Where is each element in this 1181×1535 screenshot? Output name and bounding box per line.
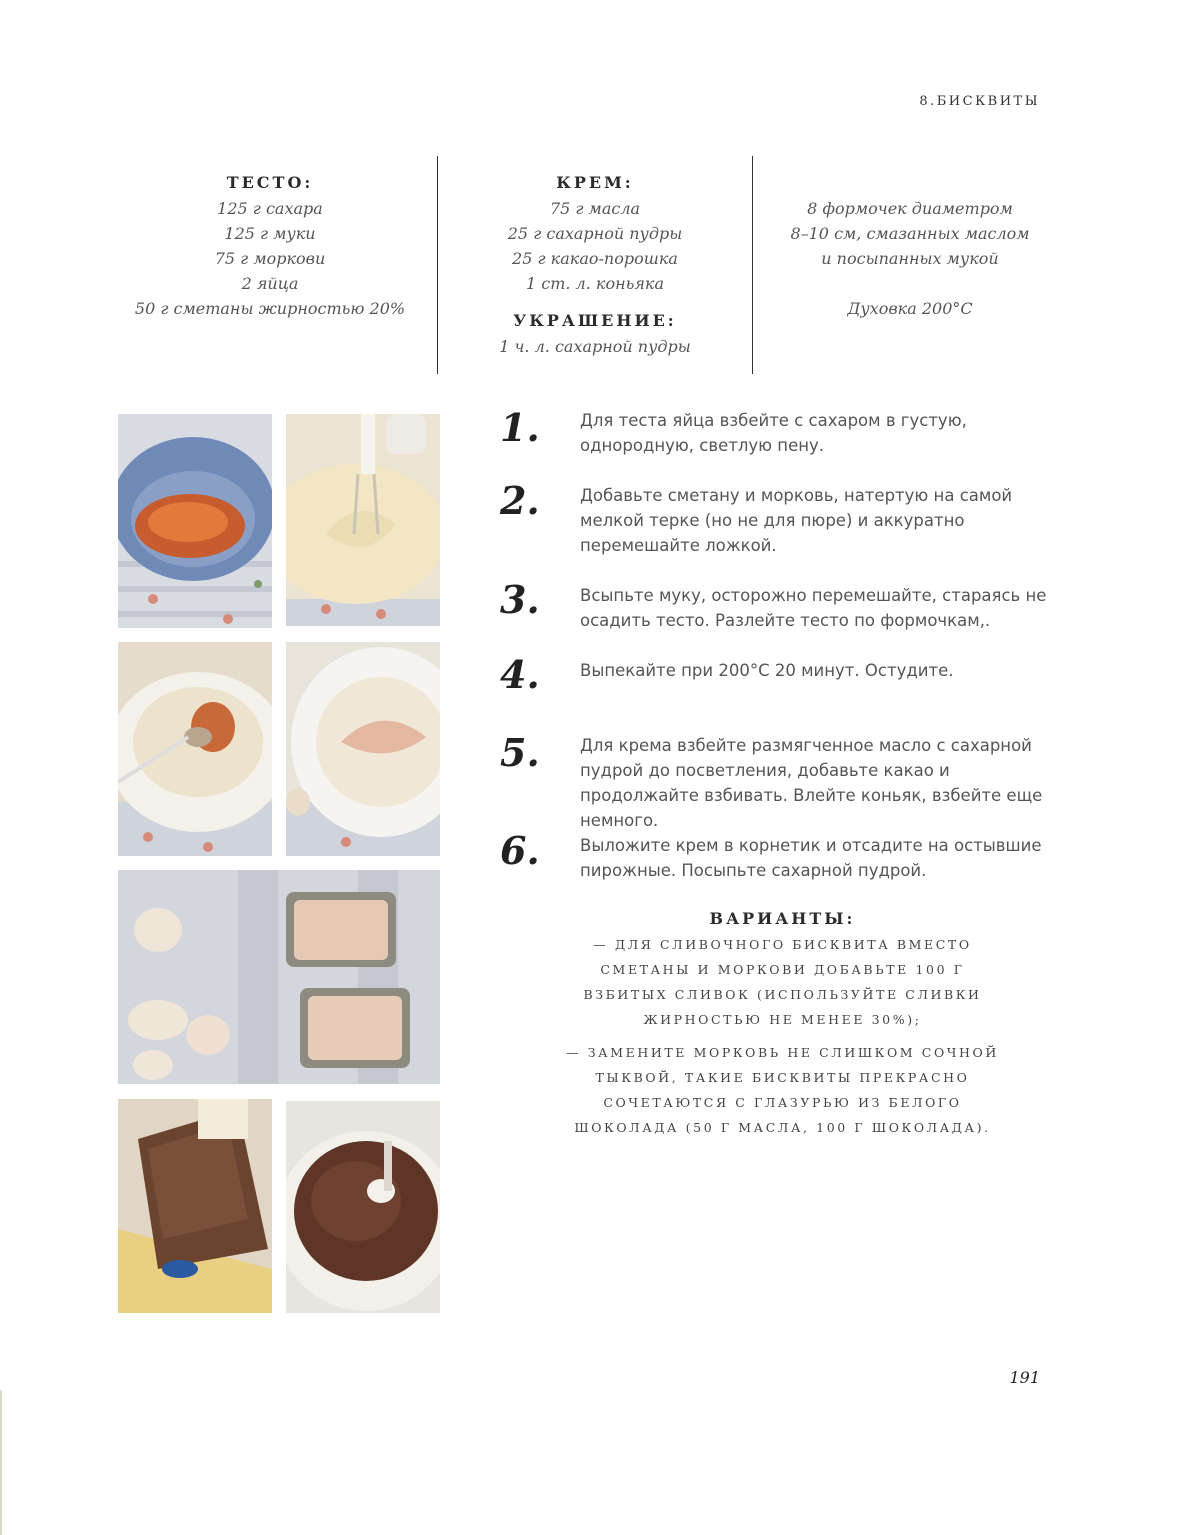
- step-number: 4.: [500, 652, 540, 697]
- step-text: Для теста яйца взбейте с сахаром в густую, однородную, светлую пену.: [580, 411, 967, 455]
- ingredient-line: 50 г сметаны жирностью 20%: [134, 299, 406, 318]
- step-number: 5.: [500, 730, 540, 775]
- mixing-carrot-photo-icon: [118, 642, 272, 856]
- step-text: Добавьте сметану и морковь, натертую на самой мелкой терке (но не для пюре) и аккуратно перемешайте ложкой.: [580, 486, 1013, 555]
- decor-heading: УКРАШЕНИЕ:: [513, 311, 677, 330]
- ingredient-line: 2 яйца: [241, 274, 299, 293]
- page-number: 191: [1009, 1368, 1040, 1387]
- batter-bowl-photo-icon: [286, 642, 440, 856]
- step-number: 1.: [500, 405, 540, 450]
- variant-item: — ЗАМЕНИТЕ МОРКОВЬ НЕ СЛИШКОМ СОЧНОЙ ТЫКВОЙ, ТАКИЕ БИСКВИТЫ ПРЕКРАСНО СОЧЕТАЮТСЯ С ГЛАЗУРЬЮ ИЗ БЕЛОГО ШОКОЛАДА (50 Г МАСЛА, 100 Г ШОКОЛАДА).: [566, 1045, 999, 1135]
- oven-temperature: Духовка 200°C: [847, 299, 973, 318]
- step-text: Для крема взбейте размягченное масло с сахарной пудрой до посветления, добавьте какао и продолжайте взбивать. Влейте коньяк, взбейте еще немного.: [580, 736, 1043, 830]
- variant-item: — ДЛЯ СЛИВОЧНОГО БИСКВИТА ВМЕСТО СМЕТАНЫ И МОРКОВИ ДОБАВЬТЕ 100 Г ВЗБИТЫХ СЛИВОК (ИСПОЛЬЗУЙТЕ СЛИВКИ ЖИРНОСТЬЮ НЕ МЕНЕЕ 30%);: [583, 937, 982, 1027]
- ingredient-line: 1 ст. л. коньяка: [525, 274, 665, 293]
- variants-heading: ВАРИАНТЫ:: [709, 909, 856, 928]
- chapter-title: 8.БИСКВИТЫ: [919, 94, 1040, 109]
- ingredient-line: 25 г какао-порошка: [512, 249, 678, 268]
- whisked-eggs-photo-icon: [286, 414, 440, 626]
- equipment-line: 8–10 см, смазанных маслом: [790, 224, 1030, 243]
- ingredient-line: 25 г сахарной пудры: [507, 224, 683, 243]
- batter-in-tins-photo-icon: [118, 870, 440, 1084]
- ingredient-line: 75 г моркови: [214, 249, 326, 268]
- equipment-line: и посыпанных мукой: [821, 249, 999, 268]
- ingredient-line: 125 г сахара: [217, 199, 323, 218]
- ingredient-line: 75 г масла: [549, 199, 641, 218]
- butter-chocolate-photo-icon: [118, 1099, 272, 1313]
- step-text: Выложите крем в корнетик и отсадите на остывшие пирожные. Посыпьте сахарной пудрой.: [580, 836, 1042, 880]
- page-edge: [0, 1390, 2, 1535]
- step-number: 2.: [500, 478, 540, 523]
- step-number: 3.: [500, 577, 540, 622]
- step-number: 6.: [500, 828, 540, 873]
- column-divider: [437, 156, 438, 374]
- equipment-info: [760, 196, 1060, 321]
- step-text: Выпекайте при 200°C 20 минут. Остудите.: [580, 661, 954, 680]
- ingredient-line: 1 ч. л. сахарной пудры: [499, 337, 691, 356]
- grated-carrot-photo-icon: [118, 414, 272, 628]
- ingredient-line: 125 г муки: [224, 224, 316, 243]
- cream-ingredients: [445, 170, 745, 359]
- step-text: Всыпьте муку, осторожно перемешайте, стараясь не осадить тесто. Разлейте тесто по формочкам,.: [580, 586, 1047, 630]
- dough-ingredients: [120, 170, 420, 321]
- chocolate-cream-photo-icon: [286, 1101, 440, 1313]
- cream-heading: КРЕМ:: [556, 173, 634, 192]
- column-divider: [752, 156, 753, 374]
- variants-block: [560, 906, 1005, 1140]
- equipment-line: 8 формочек диаметром: [807, 199, 1013, 218]
- dough-heading: ТЕСТО:: [226, 173, 314, 192]
